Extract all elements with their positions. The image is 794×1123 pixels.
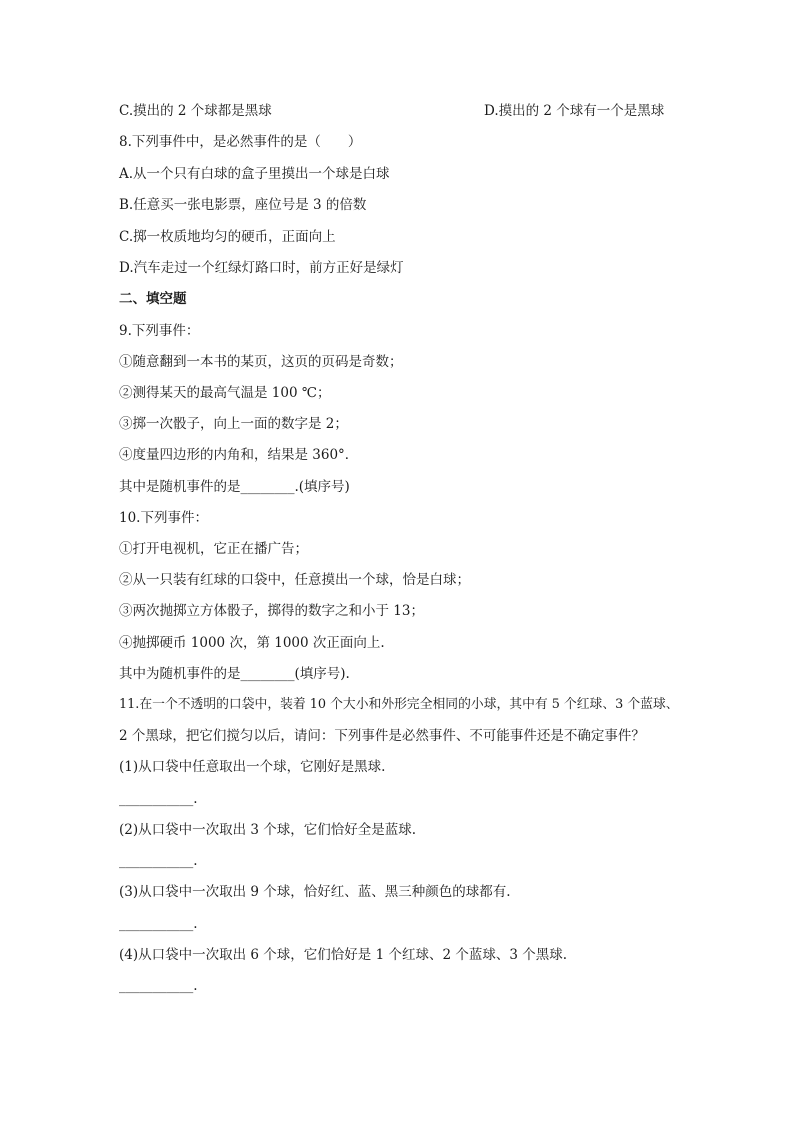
q11-part-3: (3)从口袋中一次取出 9 个球，恰好红、蓝、黑三种颜色的球都有. (119, 884, 511, 900)
q9-item-1: ①随意翻到一本书的某页，这页的页码是奇数； (119, 354, 403, 370)
q8-option-a: A.从一个只有白球的盒子里摸出一个球是白球 (119, 166, 390, 182)
q8-option-c: C.掷一枚质地均匀的硬币，正面向上 (119, 229, 336, 245)
q8-stem: 8.下列事件中，是必然事件的是（ ） (119, 134, 362, 150)
q11-blank-2: ___________. (119, 853, 198, 869)
q7-option-d: D.摸出的 2 个球有一个是黑球 (484, 103, 665, 119)
q10-item-2: ②从一只装有红球的口袋中，任意摸出一个球，恰是白球； (119, 572, 470, 588)
q11-stem-line-1: 11.在一个不透明的口袋中，装着 10 个大小和外形完全相同的小球，其中有 5 个红球、3 个蓝球、 (119, 697, 679, 712)
q11-stem-line-2: 2 个黑球，把它们搅匀以后，请问：下列事件是必然事件、不可能事件还是不确定事件？ (119, 728, 645, 744)
q9-stem: 9.下列事件： (119, 323, 200, 339)
q7-options-row (119, 102, 665, 120)
q11-part-1: (1)从口袋中任意取出一个球，它刚好是黑球. (119, 759, 386, 775)
q11-blank-1: ___________. (119, 791, 198, 807)
q8-option-b: B.任意买一张电影票，座位号是 3 的倍数 (119, 197, 367, 213)
q7-option-c: C.摸出的 2 个球都是黑球 (119, 103, 272, 119)
q9-item-2: ②测得某天的最高气温是 100 ℃； (119, 385, 331, 401)
q9-answer-prompt: 其中是随机事件的是________.(填序号) (119, 479, 350, 495)
q9-item-3: ③掷一次骰子，向上一面的数字是 2； (119, 416, 348, 432)
q11-part-4: (4)从口袋中一次取出 6 个球，它们恰好是 1 个红球、2 个蓝球、3 个黑球. (119, 947, 568, 963)
section-heading-fill-in: 二、填空题 (119, 291, 187, 307)
q8-option-d: D.汽车走过一个红绿灯路口时，前方正好是绿灯 (119, 260, 404, 276)
q11-part-2: (2)从口袋中一次取出 3 个球，它们恰好全是蓝球. (119, 822, 417, 838)
q11-blank-4: ___________. (119, 978, 198, 994)
q10-answer-prompt: 其中为随机事件的是________(填序号). (119, 666, 350, 682)
q9-item-4: ④度量四边形的内角和，结果是 360°． (119, 447, 359, 463)
q10-item-3: ③两次抛掷立方体骰子，掷得的数字之和小于 13； (119, 603, 424, 619)
q10-stem: 10.下列事件： (119, 510, 208, 526)
q11-blank-3: ___________. (119, 916, 198, 932)
q10-item-4: ④抛掷硬币 1000 次，第 1000 次正面向上. (119, 635, 385, 651)
q10-item-1: ①打开电视机，它正在播广告； (119, 541, 308, 557)
